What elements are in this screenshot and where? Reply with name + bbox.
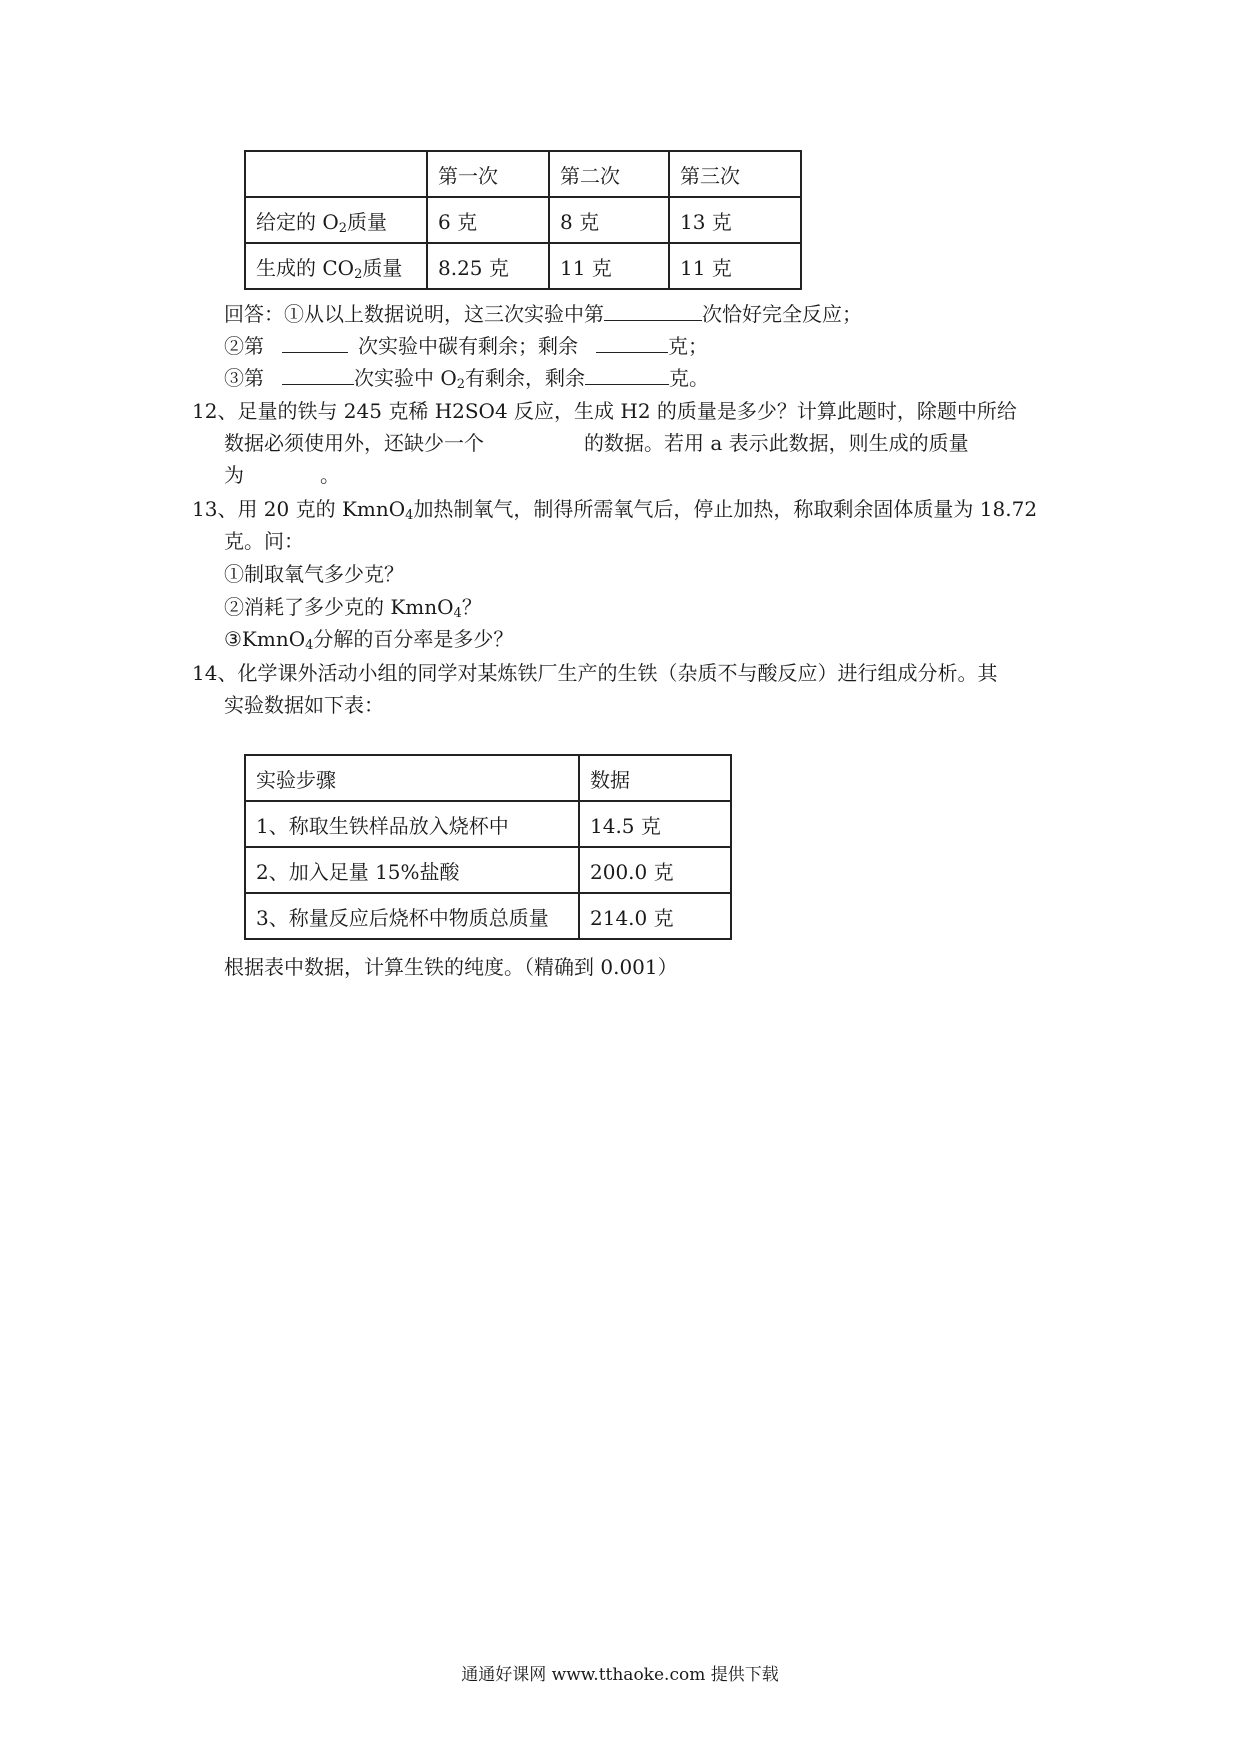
q12-line-1: 12、足量的铁与 245 克稀 H2SO4 反应，生成 H2 的质量是多少？计算此题时，除题中所给 — [192, 399, 1017, 423]
q13-sub-2: ②消耗了多少克的 KmnO$_4$？ — [224, 595, 482, 621]
table-cell: 11 克 — [669, 243, 801, 289]
table-cell: 6 克 — [427, 197, 549, 243]
q13-sub-3: ③KmnO$_4$分解的百分率是多少？ — [224, 627, 514, 653]
oxygen-carbon-table — [244, 150, 802, 290]
table-cell: 14.5 克 — [579, 801, 731, 847]
q13-sub-1: ①制取氧气多少克？ — [224, 562, 404, 586]
table-cell: 214.0 克 — [579, 893, 731, 939]
page-footer: 通通好课网 www.tthaoke.com 提供下载 — [461, 1665, 779, 1685]
table-header-cell: 第一次 — [427, 151, 549, 197]
table-header-cell: 实验步骤 — [245, 755, 579, 801]
row-label: 给定的 $O_2$质量 — [245, 197, 427, 243]
conclusion-text: 根据表中数据，计算生铁的纯度。（精确到 0.001） — [224, 955, 678, 979]
table-header-row — [245, 755, 731, 801]
table-cell: 8 克 — [549, 197, 669, 243]
table-row — [245, 801, 731, 847]
table-row — [245, 847, 731, 893]
answer-blank[interactable] — [596, 330, 668, 353]
table-cell: 3、称量反应后烧杯中物质总质量 — [245, 893, 579, 939]
table-row — [245, 243, 801, 289]
table-row — [245, 197, 801, 243]
table-header-cell — [245, 151, 427, 197]
q14-line-2: 实验数据如下表： — [224, 693, 384, 717]
row-label: 生成的 $CO_2$质量 — [245, 243, 427, 289]
table-header-cell: 第二次 — [549, 151, 669, 197]
q12-line-2: 数据必须使用外，还缺少一个 的数据。若用 a 表示此数据，则生成的质量 — [224, 431, 969, 455]
table-header-cell: 第三次 — [669, 151, 801, 197]
q13-line-1: 13、用 20 克的 KmnO$_4$加热制氧气，制得所需氧气后，停止加热，称取剩余固体质量为 18.72 — [192, 497, 1038, 523]
table-cell: 200.0 克 — [579, 847, 731, 893]
answer-blank[interactable] — [282, 362, 354, 385]
q13-line-2: 克。问： — [224, 529, 304, 553]
table-cell: 11 克 — [549, 243, 669, 289]
q14-line-1: 14、化学课外活动小组的同学对某炼铁厂生产的生铁（杂质不与酸反应）进行组成分析。其 — [192, 661, 998, 685]
answer-blank[interactable] — [282, 330, 348, 353]
table-cell: 1、称取生铁样品放入烧杯中 — [245, 801, 579, 847]
table-cell: 8.25 克 — [427, 243, 549, 289]
answer-blank[interactable] — [604, 298, 702, 321]
table-header-row — [245, 151, 801, 197]
table-cell: 13 克 — [669, 197, 801, 243]
answer-blank[interactable] — [585, 362, 669, 385]
q12-line-3: 为 。 — [224, 463, 340, 487]
q11-answer-1: 回答：①从以上数据说明，这三次实验中第 次恰好完全反应； — [224, 298, 862, 329]
experiment-steps-table — [244, 754, 732, 940]
q11-answer-2: ②第 次实验中碳有剩余；剩余 克； — [224, 330, 708, 361]
table-row — [245, 893, 731, 939]
q11-answer-3: ③第 次实验中 $O_2$有剩余，剩余 克。 — [224, 362, 709, 393]
table-cell: 2、加入足量 15%盐酸 — [245, 847, 579, 893]
table-header-cell: 数据 — [579, 755, 731, 801]
